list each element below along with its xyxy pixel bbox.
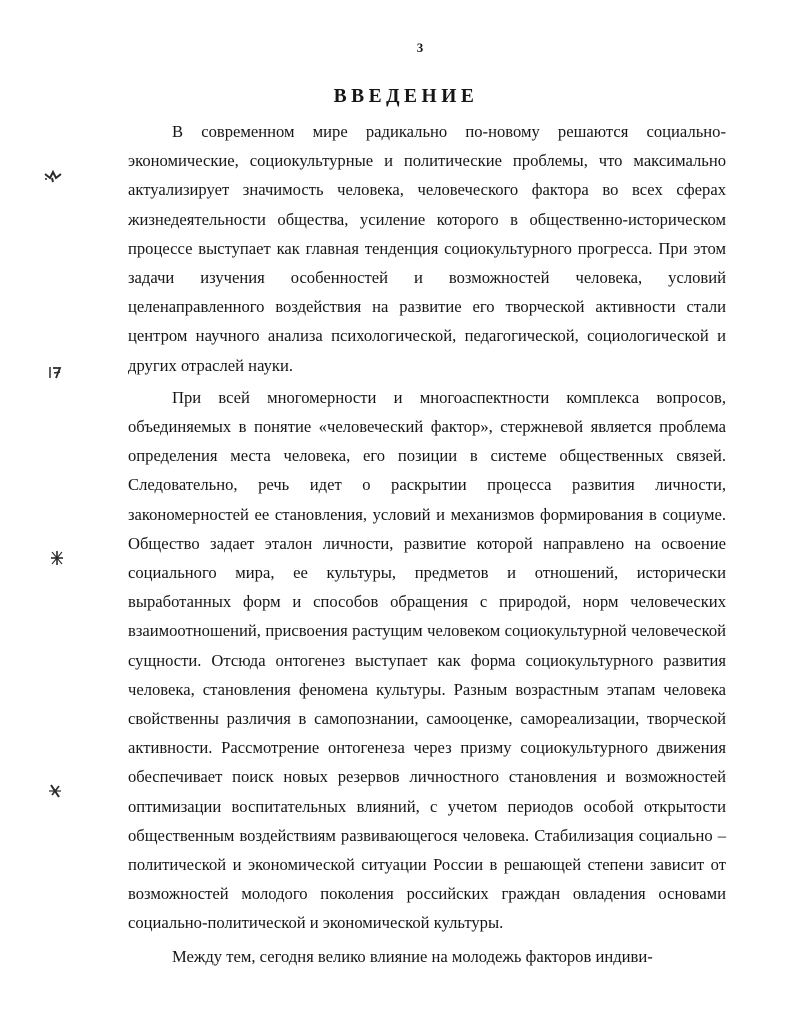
page-title: ВВЕДЕНИЕ bbox=[333, 86, 479, 107]
margin-scan-mark-icon-shape bbox=[44, 780, 66, 802]
margin-scan-mark-icon bbox=[42, 166, 64, 188]
body-text bbox=[128, 117, 726, 971]
paragraph-2: При всей многомерности и многоаспектности комплекса вопросов, объединяемых в понятие «человеческий фактор», стержневой является проблема определения места человека, его позиции в системе общественных связей. Следовательно, речь идет о раскрытии процесса развития личности, закономерностей ее становления, условий и механизмов формирования в социуме. Общество задает эталон личности, развитие которой направлено на освоение социального мира, ее культуры, предметов и отношений, исторически выработанных форм и способов обращения с природой, норм человеческих взаимоотношений, присвоения растущим человеком социокультурной человеческой сущности. Отсюда онтогенез выступает как форма социокультурного развития человека, становления феномена культуры. Разным возрастным этапам человека свойственны различия в самопознании, самооценке, самореализации, творческой активности. Рассмотрение онтогенеза через призму социокультурного движения обеспечивает поиск новых резервов личностного становления и возможностей оптимизации воспитательных влияний, с учетом периодов особой открытости общественным воздействиям развивающегося человека. Стабилизация социально – политической и экономической ситуации России в решающей степени зависит от возможностей молодого поколения российских граждан овладения основами социально-политической и экономической культуры. bbox=[128, 387, 726, 933]
margin-scan-mark-icon bbox=[46, 547, 68, 569]
paragraph-1: В современном мире радикально по-новому решаются социально-экономические, социокультурные и политические проблемы, что максимально актуализирует значимость человека, человеческого фактора во всех сферах жизнедеятельности общества, усиление которого в общественно-историческом процессе выступает как главная тенденция социокультурного прогресса. При этом задачи изучения особенностей и возможностей человека, условий целенаправленного воздействия на развитие его творческой активности стали центром научного анализа психологической, педагогической, социологической и других отраслей науки. bbox=[128, 122, 726, 375]
paragraph-3: Между тем, сегодня велико влияние на молодежь факторов индиви- bbox=[172, 946, 653, 966]
margin-scan-mark-icon-shape bbox=[44, 361, 66, 383]
margin-scan-mark-icon-shape bbox=[46, 547, 68, 569]
margin-scan-mark-icon bbox=[44, 780, 66, 802]
margin-scan-mark-icon bbox=[44, 361, 66, 383]
page-number: 3 bbox=[416, 40, 424, 55]
margin-scan-mark-icon-shape bbox=[42, 166, 64, 188]
